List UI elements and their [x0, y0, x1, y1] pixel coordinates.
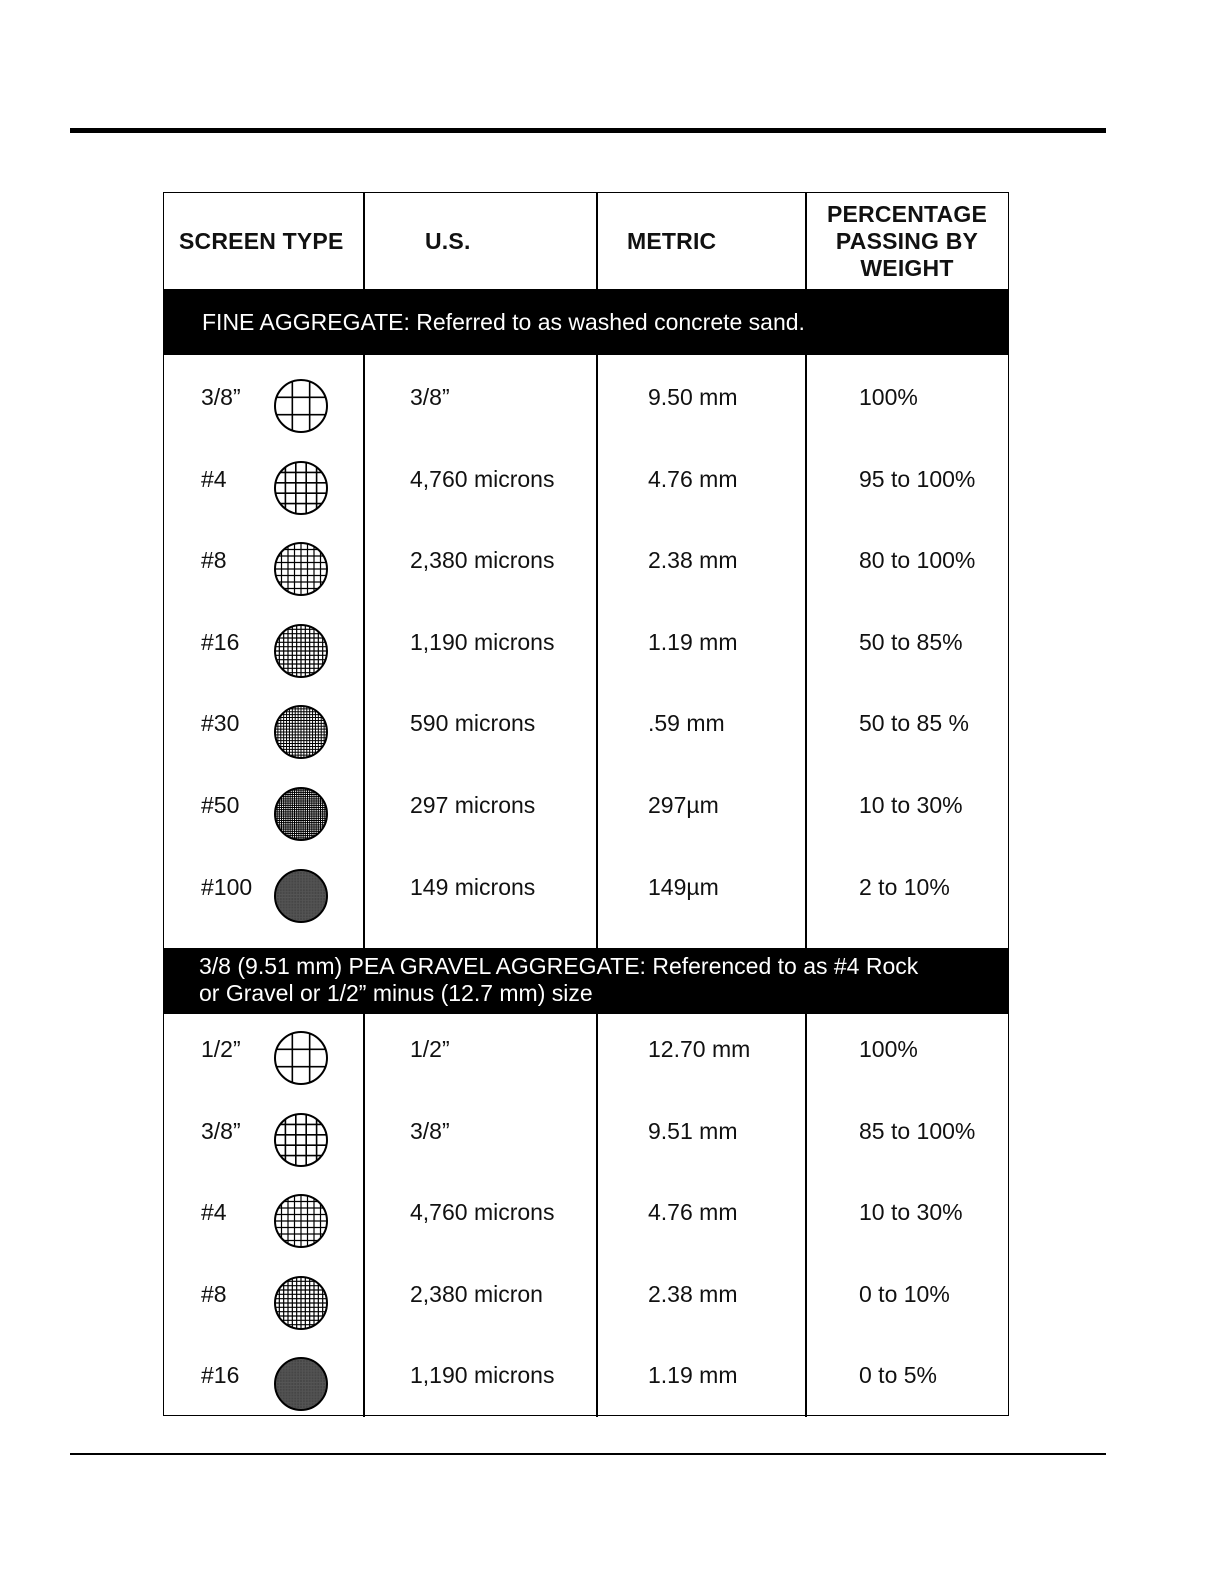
percent-passing-value: 10 to 30%: [859, 792, 963, 818]
pea-gravel-band-line2: or Gravel or 1/2” minus (12.7 mm) size: [199, 980, 593, 1006]
header-percentage-line1: PERCENTAGE: [826, 200, 988, 227]
us-size-value: 1,190 microns: [410, 1362, 555, 1389]
screen-mesh-icon: [273, 378, 329, 434]
percent-passing-value: 85 to 100%: [859, 1117, 976, 1144]
percent-passing-value: 50 to 85 %: [859, 710, 969, 737]
screen-mesh-icon: [273, 460, 329, 516]
us-size-value: 4,760 microns: [410, 465, 555, 492]
column-divider: [805, 193, 807, 289]
fine-aggregate-band-text: FINE AGGREGATE: Referred to as washed concrete sand.: [202, 309, 805, 335]
screen-mesh-icon: [273, 541, 329, 597]
column-divider: [363, 193, 365, 289]
header-percentage-line2: PASSING BY: [835, 227, 979, 254]
screen-mesh-icon: [273, 1275, 329, 1331]
screen-type-label: #50: [201, 792, 240, 818]
screen-mesh-icon: [273, 623, 329, 679]
percent-passing-value: 10 to 30%: [859, 1199, 963, 1226]
screen-type-label: #4: [201, 1199, 227, 1226]
screen-type-label: #100: [201, 873, 253, 900]
percent-passing-value: 95 to 100%: [859, 465, 976, 492]
metric-size-value: 4.76 mm: [648, 465, 738, 492]
column-divider: [596, 355, 598, 948]
screen-type-label: #8: [201, 1280, 227, 1307]
metric-size-value: 9.50 mm: [648, 384, 738, 410]
percent-passing-value: 100%: [859, 384, 918, 410]
percent-passing-value: 100%: [859, 1036, 918, 1062]
column-divider: [596, 193, 598, 289]
metric-size-value: 2.38 mm: [648, 1280, 738, 1307]
metric-size-value: 4.76 mm: [648, 1199, 738, 1226]
screen-mesh-icon: [273, 704, 329, 760]
screen-mesh-icon: [273, 1030, 329, 1086]
bottom-rule: [70, 1453, 1106, 1455]
percent-passing-value: 80 to 100%: [859, 547, 976, 574]
pea-gravel-band: [164, 948, 1008, 1014]
top-rule: [70, 128, 1106, 133]
column-divider: [805, 355, 807, 948]
screen-mesh-icon: [273, 868, 329, 924]
percent-passing-value: 2 to 10%: [859, 873, 950, 900]
pea-gravel-band-line1: 3/8 (9.51 mm) PEA GRAVEL AGGREGATE: Referenced to as #4 Rock: [199, 953, 919, 979]
metric-size-value: 2.38 mm: [648, 547, 738, 574]
screen-type-label: 1/2”: [201, 1036, 241, 1062]
header-percentage-line3: WEIGHT: [860, 254, 954, 281]
screen-type-label: 3/8”: [201, 1117, 241, 1144]
screen-mesh-icon: [273, 1112, 329, 1168]
us-size-value: 590 microns: [410, 710, 536, 737]
column-divider: [596, 1014, 598, 1417]
us-size-value: 1,190 microns: [410, 628, 555, 655]
screen-type-label: #8: [201, 547, 227, 574]
us-size-value: 4,760 microns: [410, 1199, 555, 1226]
screen-type-label: #16: [201, 1362, 240, 1389]
screen-type-label: 3/8”: [201, 384, 241, 410]
us-size-value: 2,380 micron: [410, 1280, 543, 1307]
fine-aggregate-band: [164, 289, 1008, 355]
us-size-value: 1/2”: [410, 1036, 450, 1062]
percent-passing-value: 0 to 10%: [859, 1280, 950, 1307]
header-us: U.S.: [425, 227, 471, 254]
us-size-value: 3/8”: [410, 1117, 450, 1144]
us-size-value: 3/8”: [410, 384, 450, 410]
screen-mesh-icon: [273, 1356, 329, 1412]
metric-size-value: 297µm: [648, 792, 719, 818]
header-screen-type: SCREEN TYPE: [179, 227, 344, 254]
percent-passing-value: 50 to 85%: [859, 628, 963, 655]
us-size-value: 297 microns: [410, 792, 536, 818]
aggregate-gradation-table: [163, 192, 1009, 1416]
us-size-value: 149 microns: [410, 873, 536, 900]
column-divider: [363, 1014, 365, 1417]
metric-size-value: 12.70 mm: [648, 1036, 751, 1062]
screen-mesh-icon: [273, 786, 329, 842]
column-divider: [363, 355, 365, 948]
metric-size-value: 1.19 mm: [648, 1362, 738, 1389]
screen-type-label: #4: [201, 465, 227, 492]
percent-passing-value: 0 to 5%: [859, 1362, 937, 1389]
screen-type-label: #16: [201, 628, 240, 655]
screen-mesh-icon: [273, 1193, 329, 1249]
metric-size-value: 1.19 mm: [648, 628, 738, 655]
metric-size-value: .59 mm: [648, 710, 725, 737]
metric-size-value: 9.51 mm: [648, 1117, 738, 1144]
us-size-value: 2,380 microns: [410, 547, 555, 574]
column-divider: [805, 1014, 807, 1417]
header-metric: METRIC: [627, 227, 717, 254]
screen-type-label: #30: [201, 710, 240, 737]
header-percentage: [807, 193, 1007, 289]
metric-size-value: 149µm: [648, 873, 719, 900]
